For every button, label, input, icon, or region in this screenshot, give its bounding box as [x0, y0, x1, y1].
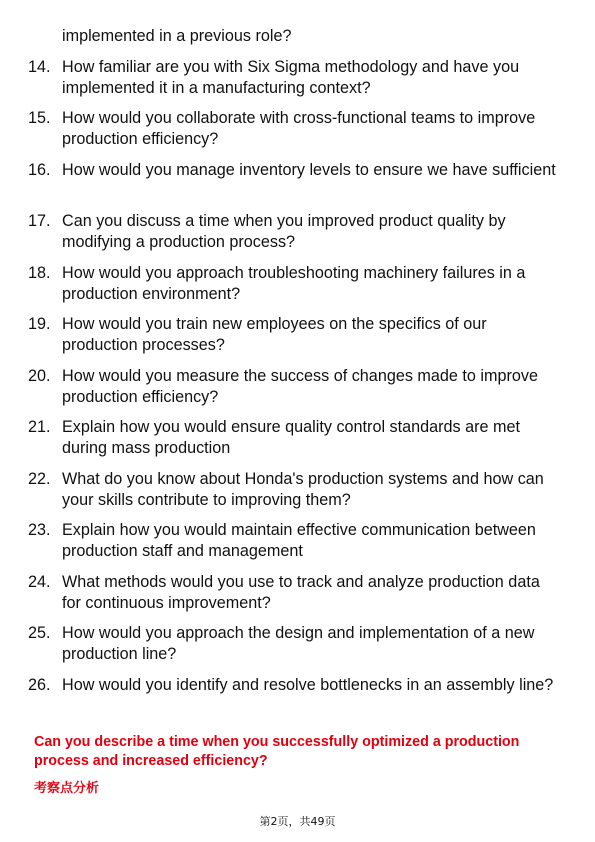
question-number: 17. — [28, 212, 51, 230]
question-item — [0, 366, 595, 418]
question-number: 26. — [28, 675, 51, 694]
question-item — [0, 211, 595, 263]
question-text: What methods would you use to track and analyze production data for continuous improvement? — [62, 572, 540, 612]
question-text: How familiar are you with Six Sigma methodology and have you implemented it in a manufacturing context? — [62, 57, 520, 97]
question-text: How would you approach troubleshooting machinery failures in a production environment? — [62, 263, 526, 303]
question-item — [0, 623, 595, 675]
question-text: Explain how you would ensure quality control standards are met during mass production — [62, 418, 521, 457]
highlighted-question: Can you describe a time when you successfully optimized a production process and increased efficiency? — [34, 734, 520, 769]
question-item — [0, 160, 595, 212]
question-number: 21. — [28, 418, 51, 436]
question-text: Can you discuss a time when you improved product quality by modifying a production process? — [62, 212, 506, 251]
question-number: 20. — [28, 366, 51, 385]
question-item — [0, 469, 595, 521]
question-item — [0, 417, 595, 469]
question-continuation-text: implemented in a previous role? — [62, 27, 292, 45]
question-item — [0, 314, 595, 366]
question-text: How would you collaborate with cross-functional teams to improve production efficiency? — [62, 109, 536, 148]
question-item — [0, 263, 595, 315]
page-number-footer: 第2页，共49页 — [259, 815, 336, 828]
question-number: 23. — [28, 521, 51, 539]
question-text: How would you approach the design and implementation of a new production line? — [62, 624, 535, 663]
question-item — [0, 572, 595, 624]
question-number: 25. — [28, 624, 51, 642]
question-item — [0, 675, 595, 727]
question-number: 22. — [28, 469, 51, 488]
question-text: How would you measure the success of changes made to improve production efficiency? — [62, 366, 538, 406]
analysis-section-label: 考察点分析 — [34, 781, 100, 796]
question-item — [0, 108, 595, 160]
question-text: How would you identify and resolve bottlenecks in an assembly line? — [62, 675, 554, 694]
question-item — [0, 520, 595, 572]
question-number: 19. — [28, 315, 51, 333]
question-number: 24. — [28, 572, 51, 591]
question-text: How would you train new employees on the specifics of our production processes? — [62, 315, 487, 354]
question-item — [0, 57, 595, 109]
question-text: Explain how you would maintain effective communication between production staff and management — [62, 521, 536, 560]
question-list — [0, 57, 595, 727]
question-number: 18. — [28, 263, 51, 282]
question-text: What do you know about Honda's production systems and how can your skills contribute to improving them? — [62, 469, 544, 509]
question-number: 16. — [28, 160, 51, 179]
question-text: How would you manage inventory levels to ensure we have sufficient — [62, 160, 556, 179]
question-number: 14. — [28, 57, 51, 76]
question-number: 15. — [28, 109, 51, 127]
